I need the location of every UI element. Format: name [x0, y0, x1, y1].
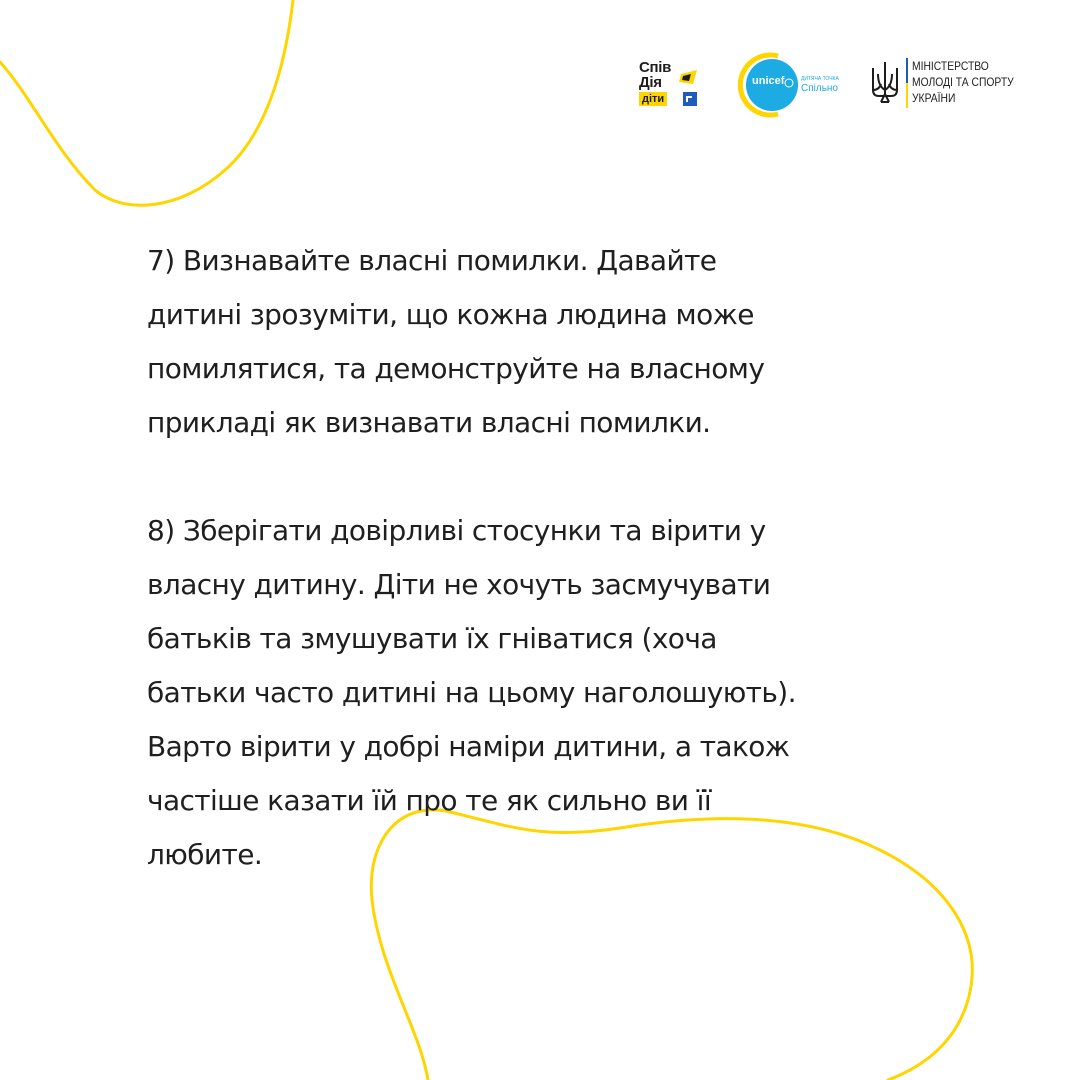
unicef-word: unicef	[752, 75, 785, 87]
unicef-subtitle: ДИТЯЧА ТОЧКА	[801, 76, 839, 82]
spivdiya-logo	[639, 60, 701, 112]
paragraph-7-line: 7) Визнавайте власні помилки. Давайте	[147, 244, 717, 277]
paragraph-8-line: Варто вірити у добрі наміри дитини, а також	[147, 730, 790, 763]
paragraph-8-line: частіше казати їй про те як сильно ви її	[147, 784, 712, 817]
spivdiya-kite-icon	[677, 70, 699, 110]
spivdiya-logo-badge: діти	[639, 92, 667, 106]
ministry-flag-bar	[906, 58, 908, 108]
paragraph-8-line: любите.	[147, 838, 263, 871]
paragraph-8-line: 8) Зберігати довірливі стосунки та вірити у	[147, 514, 766, 547]
paragraph-8-line: власну дитину. Діти не хочуть засмучувати	[147, 568, 771, 601]
paragraph-7-line: помилятися, та демонструйте на власному	[147, 352, 765, 385]
paragraph-8-line: батьків та змушувати їх гніватися (хоча	[147, 622, 717, 655]
spivdiya-logo-line2: Дія	[639, 74, 662, 91]
paragraph-gap	[147, 450, 947, 504]
unicef-logo	[738, 50, 850, 120]
ministry-name-line1: МІНІСТЕРСТВО	[912, 59, 989, 73]
paragraph-7-line: дитині зрозуміти, що кожна людина може	[147, 298, 754, 331]
main-content	[147, 234, 947, 882]
paragraph-8-line: батьки часто дитині на цьому наголошують).	[147, 676, 796, 709]
spivdiya-logo-line1: Спів	[639, 59, 672, 76]
ministry-name-line2: МОЛОДІ ТА СПОРТУ	[912, 75, 1014, 89]
paragraph-7	[147, 234, 947, 450]
ministry-name	[912, 58, 1014, 106]
paragraph-8	[147, 504, 947, 882]
unicef-name: Спільно	[801, 83, 838, 94]
top-left-curve	[0, 0, 293, 205]
paragraph-7-line: прикладі як визнавати власні помилки.	[147, 406, 711, 439]
ministry-name-line3: УКРАЇНИ	[912, 91, 956, 105]
trident-icon	[870, 60, 900, 106]
ministry-logo	[870, 56, 1050, 110]
